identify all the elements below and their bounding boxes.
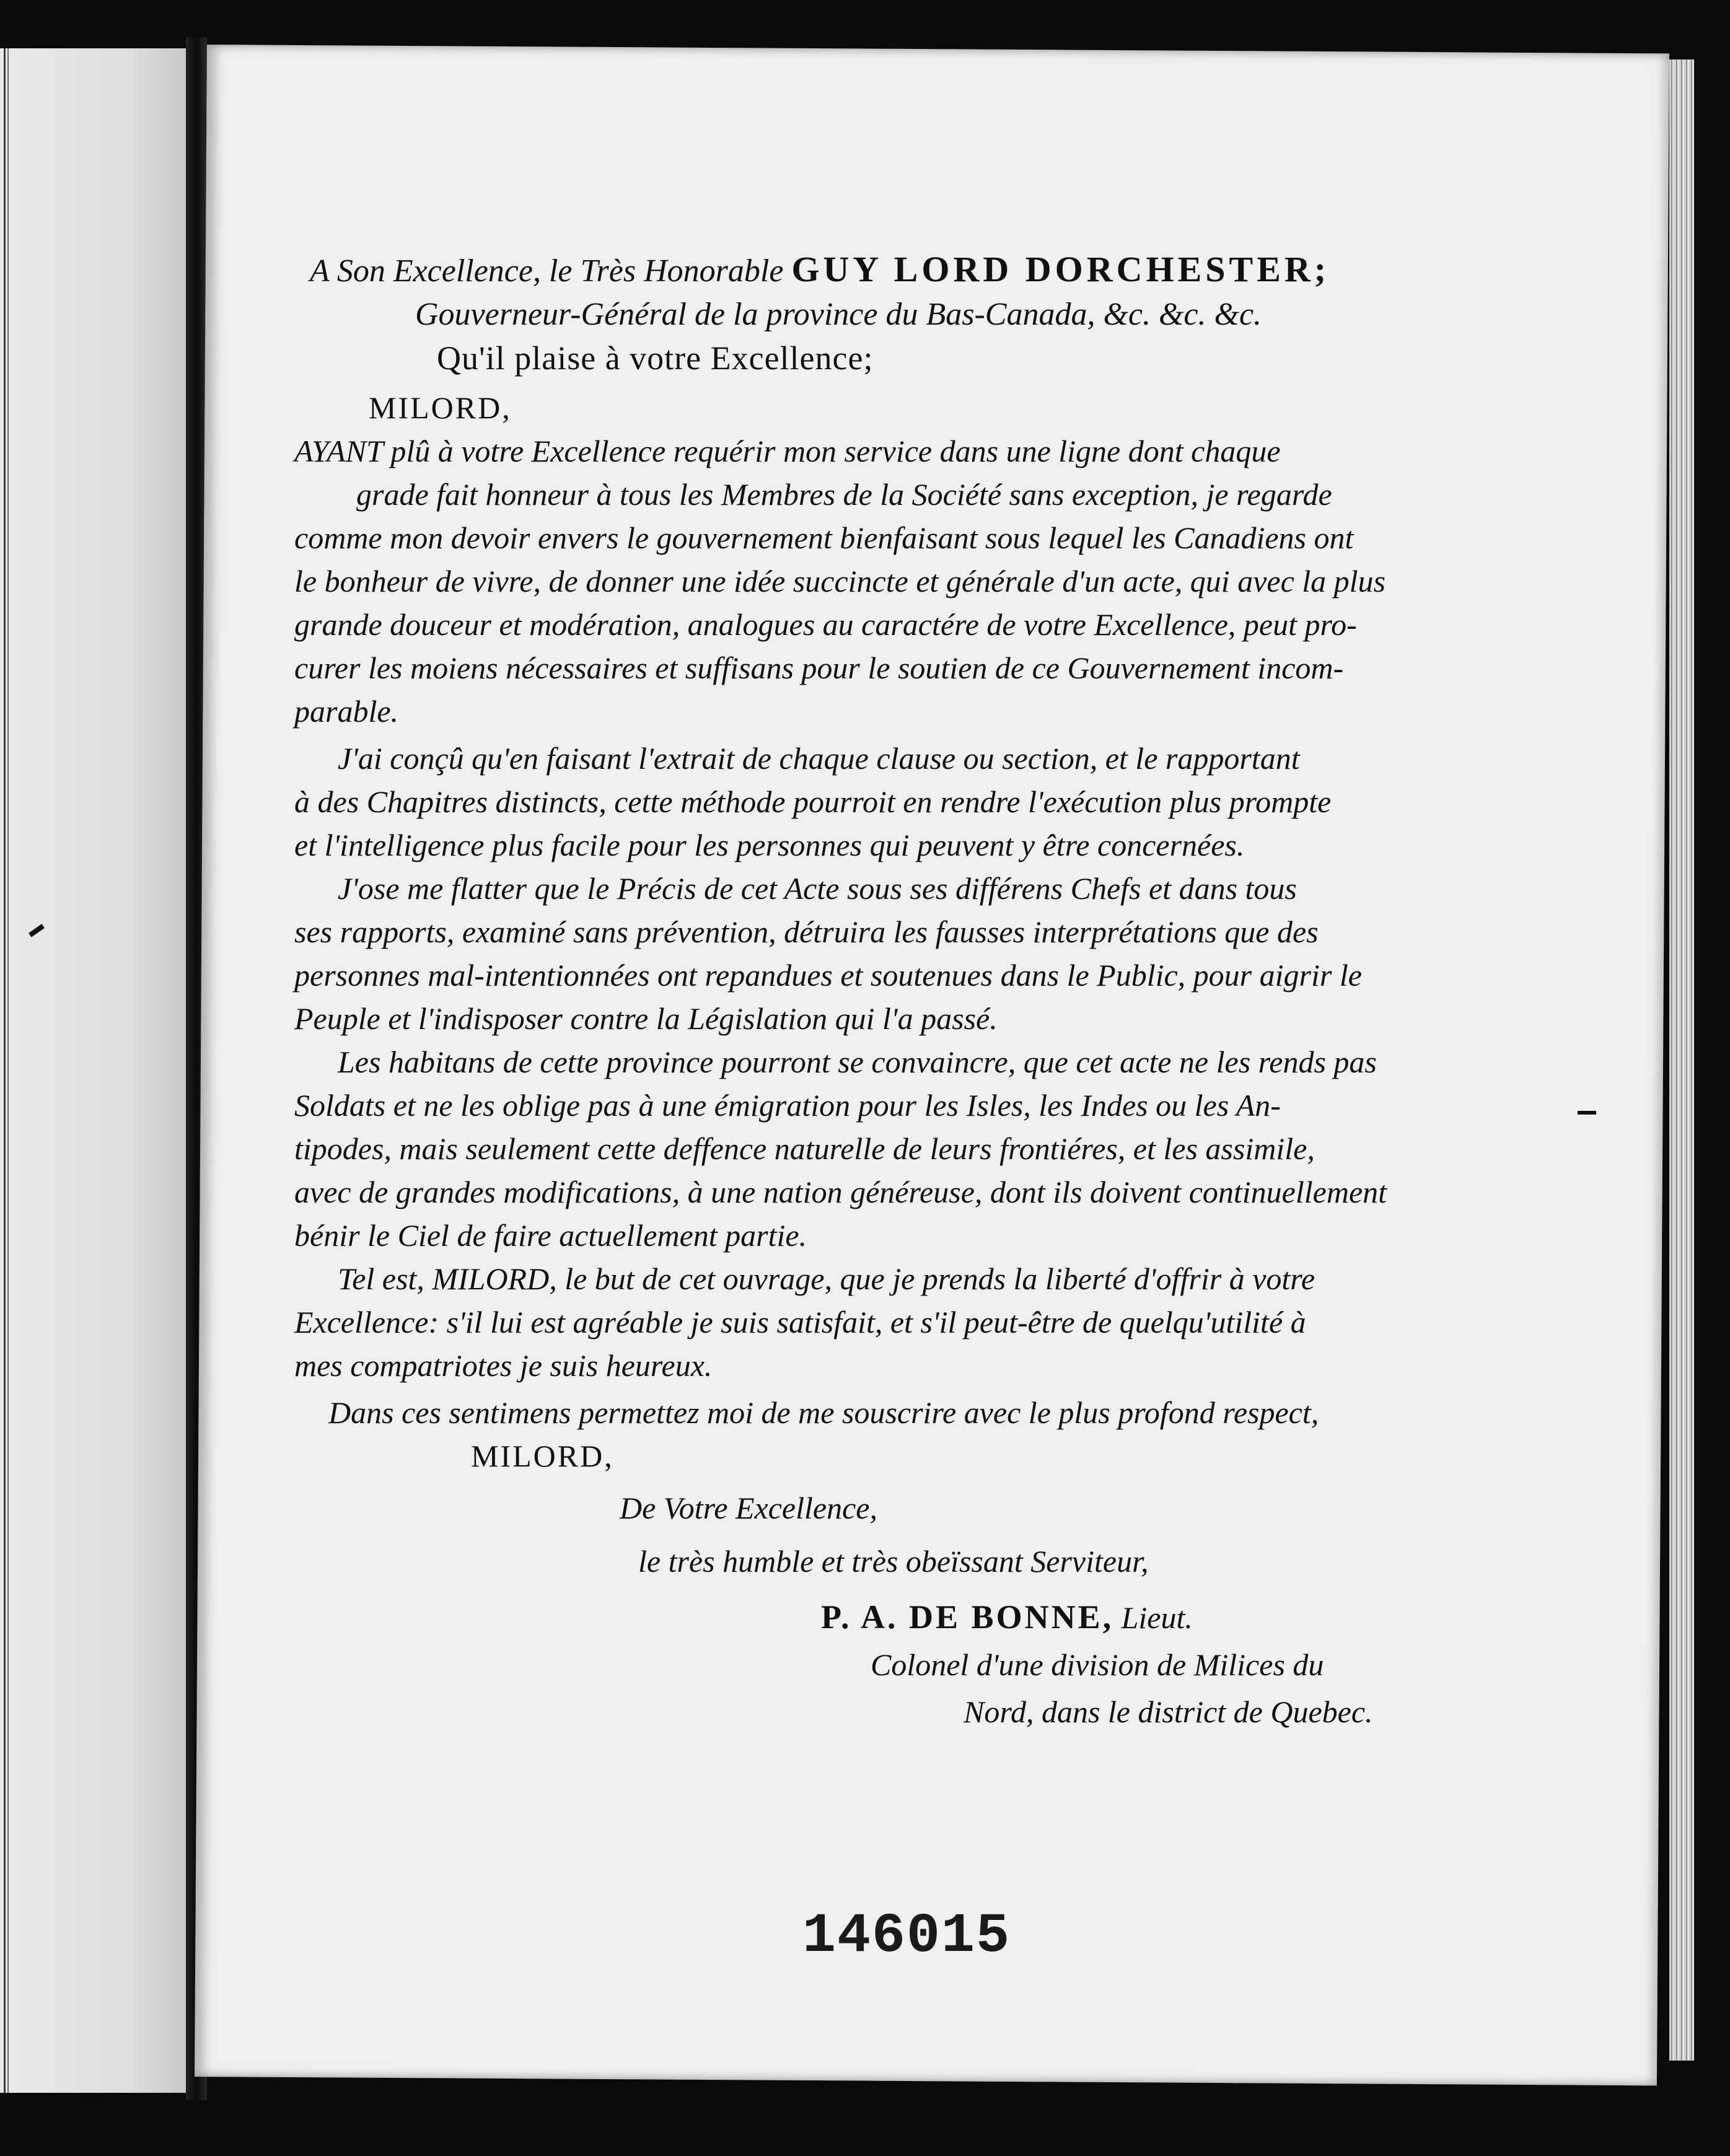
addressee-title: Gouverneur-Général de la province du Bas-Canada, &c. &c. &c.	[415, 297, 1262, 332]
text-line: Excellence: s'il lui est agréable je suis satisfait, et s'il peut-être de quelqu'utilité à	[294, 1305, 1306, 1339]
text-line: parable.	[294, 694, 399, 729]
address-prefix: A Son Excellence, le Très Honorable	[310, 253, 784, 289]
text-line: et l'intelligence plus facile pour les personnes qui peuvent y être concernées.	[294, 828, 1245, 862]
margin-mark	[1578, 1111, 1596, 1115]
closing-greeting: MILORD,	[471, 1439, 614, 1473]
text-line: personnes mal-intentionnées ont repandues et soutenues dans le Public, pour aigrir le	[294, 958, 1362, 993]
addressee-name: GUY LORD DORCHESTER;	[791, 249, 1330, 289]
text-line: J'ose me flatter que le Précis de cet Acte sous ses différens Chefs et dans tous	[338, 871, 1297, 906]
closing-line: Dans ces sentimens permettez moi de me souscrire avec le plus profond respect,	[328, 1395, 1319, 1430]
text-line: bénir le Ciel de faire actuellement partie.	[294, 1218, 807, 1253]
address-line	[310, 248, 1478, 293]
paragraph-4	[294, 1040, 1478, 1257]
text-line: tipodes, mais seulement cette deffence naturelle de leurs frontiéres, et les assimile,	[294, 1131, 1315, 1166]
text-line: grande douceur et modération, analogues au caractére de votre Excellence, peut pro-	[294, 607, 1357, 642]
letter-body	[294, 248, 1478, 1733]
signature-name: P. A. DE BONNE,	[821, 1598, 1114, 1636]
text-line: à des Chapitres distincts, cette méthode pourroit en rendre l'exécution plus prompte	[294, 784, 1332, 819]
text-line: grade fait honneur à tous les Membres de la Société sans exception, je regarde	[356, 477, 1332, 512]
page-edge-line	[4, 48, 6, 2093]
paragraph-5	[294, 1257, 1478, 1387]
text-line: Soldats et ne les oblige pas à une émigration pour les Isles, les Indes ou les An-	[294, 1088, 1281, 1123]
signature-line-1: Colonel d'une division de Milices du	[871, 1647, 1324, 1682]
text-line: Peuple et l'indisposer contre la Législation qui l'a passé.	[294, 1001, 998, 1036]
text-line: comme mon devoir envers le gouvernement bienfaisant sous lequel les Canadiens ont	[294, 520, 1354, 555]
text-line: mes compatriotes je suis heureux.	[294, 1348, 713, 1383]
greeting: MILORD,	[369, 390, 512, 425]
valediction-2: le très humble et très obeïssant Serviteur,	[638, 1544, 1149, 1579]
signature-line-2: Nord, dans le district de Quebec.	[964, 1694, 1373, 1729]
valediction-1: De Votre Excellence,	[620, 1491, 877, 1525]
text-line: ses rapports, examiné sans prévention, détruira les fausses interprétations que des	[294, 914, 1319, 949]
text-line: Tel est, MILORD, le but de cet ouvrage, que je prends la liberté d'offrir à votre	[338, 1261, 1315, 1296]
page-stack-edge	[1669, 59, 1694, 2061]
salutation-phrase: Qu'il plaise à votre Excellence;	[437, 340, 874, 377]
accession-stamp: 146015	[802, 1905, 1011, 1968]
signature-rank: Lieut.	[1121, 1600, 1193, 1635]
paragraph-2	[294, 737, 1478, 867]
text-line: avec de grandes modifications, à une nation généreuse, dont ils doivent continuellement	[294, 1175, 1387, 1209]
text-line: curer les moiens nécessaires et suffisans pour le soutien de ce Gouvernement incom-	[294, 651, 1344, 685]
margin-mark	[29, 924, 45, 937]
paragraph-3	[294, 867, 1478, 1040]
text-line: J'ai conçû qu'en faisant l'extrait de chaque clause ou section, et le rapportant	[338, 741, 1300, 776]
left-facing-page	[0, 48, 186, 2093]
text-line: Les habitans de cette province pourront se convaincre, que cet acte ne les rends pas	[338, 1045, 1377, 1079]
paragraph-1	[294, 429, 1478, 733]
signature-block	[821, 1595, 1478, 1639]
text-line: le bonheur de vivre, de donner une idée succincte et générale d'un acte, qui avec la plus	[294, 564, 1386, 598]
text-line: AYANT plû à votre Excellence requérir mon service dans une ligne dont chaque	[294, 434, 1281, 468]
page-edge-line	[7, 48, 9, 2093]
